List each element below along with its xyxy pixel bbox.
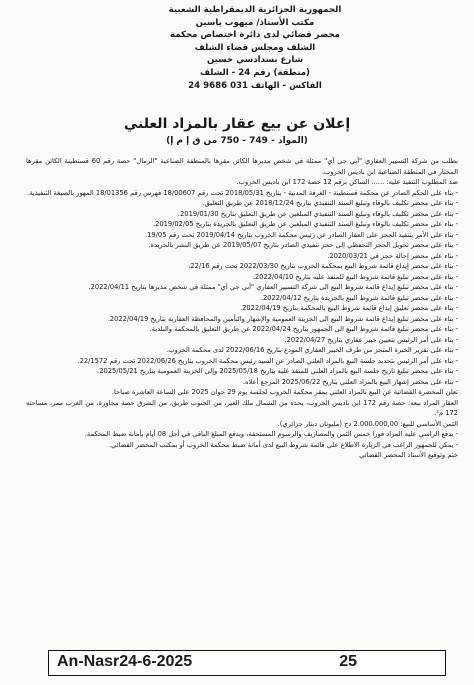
body-paragraph: - بناء على أمر الرئيس بتحديد جلسة البيع بالمزاد العلني الصادر عن السيد رئيس محكمة الخروب بتاريخ 2022/06/26 تحت رقم 22/1572. (77, 356, 458, 365)
bailiff-header (150, 4, 360, 92)
body-paragraph: العقار المراد بيعه: حصة رقم 172 ابن باديس الخروب، يحده من الشمال ملك الغير، من الجنوب طريق، من الشرق حصة مجاورة، من الغرب ممر، مساحته 172 م². (26, 398, 458, 417)
page-number: 25 (339, 653, 357, 670)
notice-subtitle: (المواد - 749 - 750 من ق إ م إ) (166, 136, 308, 146)
publication-date: An-Nasr24-6-2025 (57, 653, 193, 670)
newspaper-footer (48, 650, 446, 676)
body-paragraph: - بناء على أمر الرئيس بتعيين خبير عقاري بتاريخ 2022/04/27. (284, 335, 458, 344)
body-paragraph: - يمكن للجمهور الراغب في الزيارة الاطلاع على قائمة شروط البيع لدى أمانة ضبط محكمة الخروب أو بمكتب المحضر القضائي. (108, 440, 458, 449)
body-paragraph: - بناء على محضر تبليغ قائمة شروط البيع للمنفذ عليه بتاريخ 2022/04/10. (252, 272, 458, 281)
body-paragraph: - بناء على محضر تبليغ إيداع قائمة شروط البيع الى الخزينة العمومية والإشهار والتأمين والمحافظة العقارية بتاريخ 2022/04/19. (107, 314, 458, 323)
body-paragraph: - بناء على محضر إيداع قائمة شروط البيع بمحكمة الخروب بتاريخ 2022/03/30 تحت رقم 22/16. (188, 262, 458, 270)
body-paragraph: - بناء على تقرير الخبرة المنجز من طرف الخبير العقاري المودع بتاريخ 2022/06/16 لدى محكمة الخروب. (166, 346, 458, 354)
body-paragraph: بطلب من شركة التسيير العقاري "آبي جي آي" ممثلة في شخص مديرها الكائن مقرها بالمنطقة الصناعية "الرمال" حصة رقم 60 قسنطينة الكائن مقرها المختار في المنطقة الصناعية ابن باديس الخروب. (26, 157, 458, 176)
header-line: الجمهورية الجزائرية الديمقراطية الشعبية (168, 5, 342, 15)
header-line: محضر قضائي لدى دائرة اختصاص محكمة (170, 30, 340, 41)
body-paragraph: ضد المطلوب التنفيذ عليه: ...... الساكن برقم 12 حصة 172 ابن باديس الخروب. (236, 178, 458, 186)
body-paragraph: - بناء على محضر تكليف بالوفاء وتبليغ السند التنفيذي بتاريخ 2018/12/24 عن طريق التعليق. (202, 199, 458, 207)
header-line: الفاكس - الهاتف 031 9686 24 (188, 80, 322, 91)
body-paragraph: - يدفع الراسي عليه المزاد فورا خمس الثمن والمصاريف والرسوم المستحقة، ويدفع المبلغ الباقي في أجل 08 أيام بأمانة ضبط المحكمة. (84, 430, 458, 438)
body-paragraph: - بناء على الأمر بتنفيذ الحجز على العقار الصادر عن رئيس محكمة الخروب بتاريخ 2019/04/14 تحت رقم 19/05. (145, 230, 458, 239)
body-paragraph: - بناء على محضر تبليغ قائمة شروط البيع بالجريدة بتاريخ 2022/04/12. (260, 293, 458, 302)
notice-title: إعلان عن بيع عقار بالمزاد العلني (123, 116, 351, 132)
body-paragraph: - بناء على محضر إشهار البيع بالمزاد العلني بتاريخ 2025/06/22 المرجع أعلاه. (242, 377, 458, 386)
body-paragraph: - بناء على محضر تبليغ تاريخ جلسة البيع بالمزاد العلني للمنفذ عليه بتاريخ 2025/05/18 وإلى الخزينة العمومية بتاريخ 2025/05/21. (97, 367, 458, 375)
header-line: مكتب الأستاذ/ ميهوب ياسين (195, 17, 315, 28)
body-paragraph: - بناء على محضر تعليق إيداع قائمة شروط البيع بالمحكمة بتاريخ 2022/04/19. (239, 304, 458, 312)
body-paragraph: - بناء على محضر تبليغ إيداع قائمة شروط البيع الى شركة التسيير العقاري "آبي جي آي" ممثلة في شخص مديرها بتاريخ 2022/04/11. (88, 283, 458, 291)
body-paragraph: - بناء على محضر تبليغ قائمة شروط البيع الى الجمهور بتاريخ 2022/04/24 عن طريق التعليق بالمحكمة والبلدية. (149, 325, 458, 333)
body-paragraph: - بناء على محضر إحالة حجز في 2020/03/21. (327, 251, 458, 260)
header-line: الشلف ومجلس قضاء الشلف (194, 42, 316, 53)
notice-body (26, 156, 458, 461)
header-line: (منطقة) رقم 24 - الشلف (200, 67, 310, 78)
body-paragraph: - بناء على محضر تكليف بالوفاء وتبليغ السند التنفيذي المبلغين عن طريق التعليق بتاريخ 2019/01/30. (177, 209, 458, 218)
body-paragraph: الثمن الأساسي للبيع: 2.000.000,00 دج (مليونان دينار جزائري). (277, 419, 458, 428)
body-paragraph: - بناء على محضر تحويل الحجز التحفظي إلى حجز تنفيذي الصادر بتاريخ 2019/05/07 عن طريق النشر بالجريدة. (148, 241, 458, 249)
body-paragraph: تعلن المحضرة القضائية عن البيع بالمزاد العلني بمقر محكمة الخروب لجلسة يوم 29 جوان 2025 على الساعة العاشرة صباحا. (111, 388, 458, 396)
signature-line: ختم وتوقيع الأستاذ المحضر القضائي (359, 451, 458, 459)
header-line: شارع بسدادسي حسين (206, 55, 304, 66)
body-paragraph: - بناء على الحكم الصادر عن محكمة قسنطينة - الغرفة المدنية - بتاريخ 2018/05/31 تحت رقم 18/00607 فهرس رقم 18/01356 المهور بالصيغة التنفيذية. (27, 188, 458, 197)
body-paragraph: - بناء على محضر تكليف بالوفاء وتبليغ السند التنفيذي المبلغين عن طريق التعليق بالجريدة بتاريخ 2019/02/05. (152, 220, 458, 228)
